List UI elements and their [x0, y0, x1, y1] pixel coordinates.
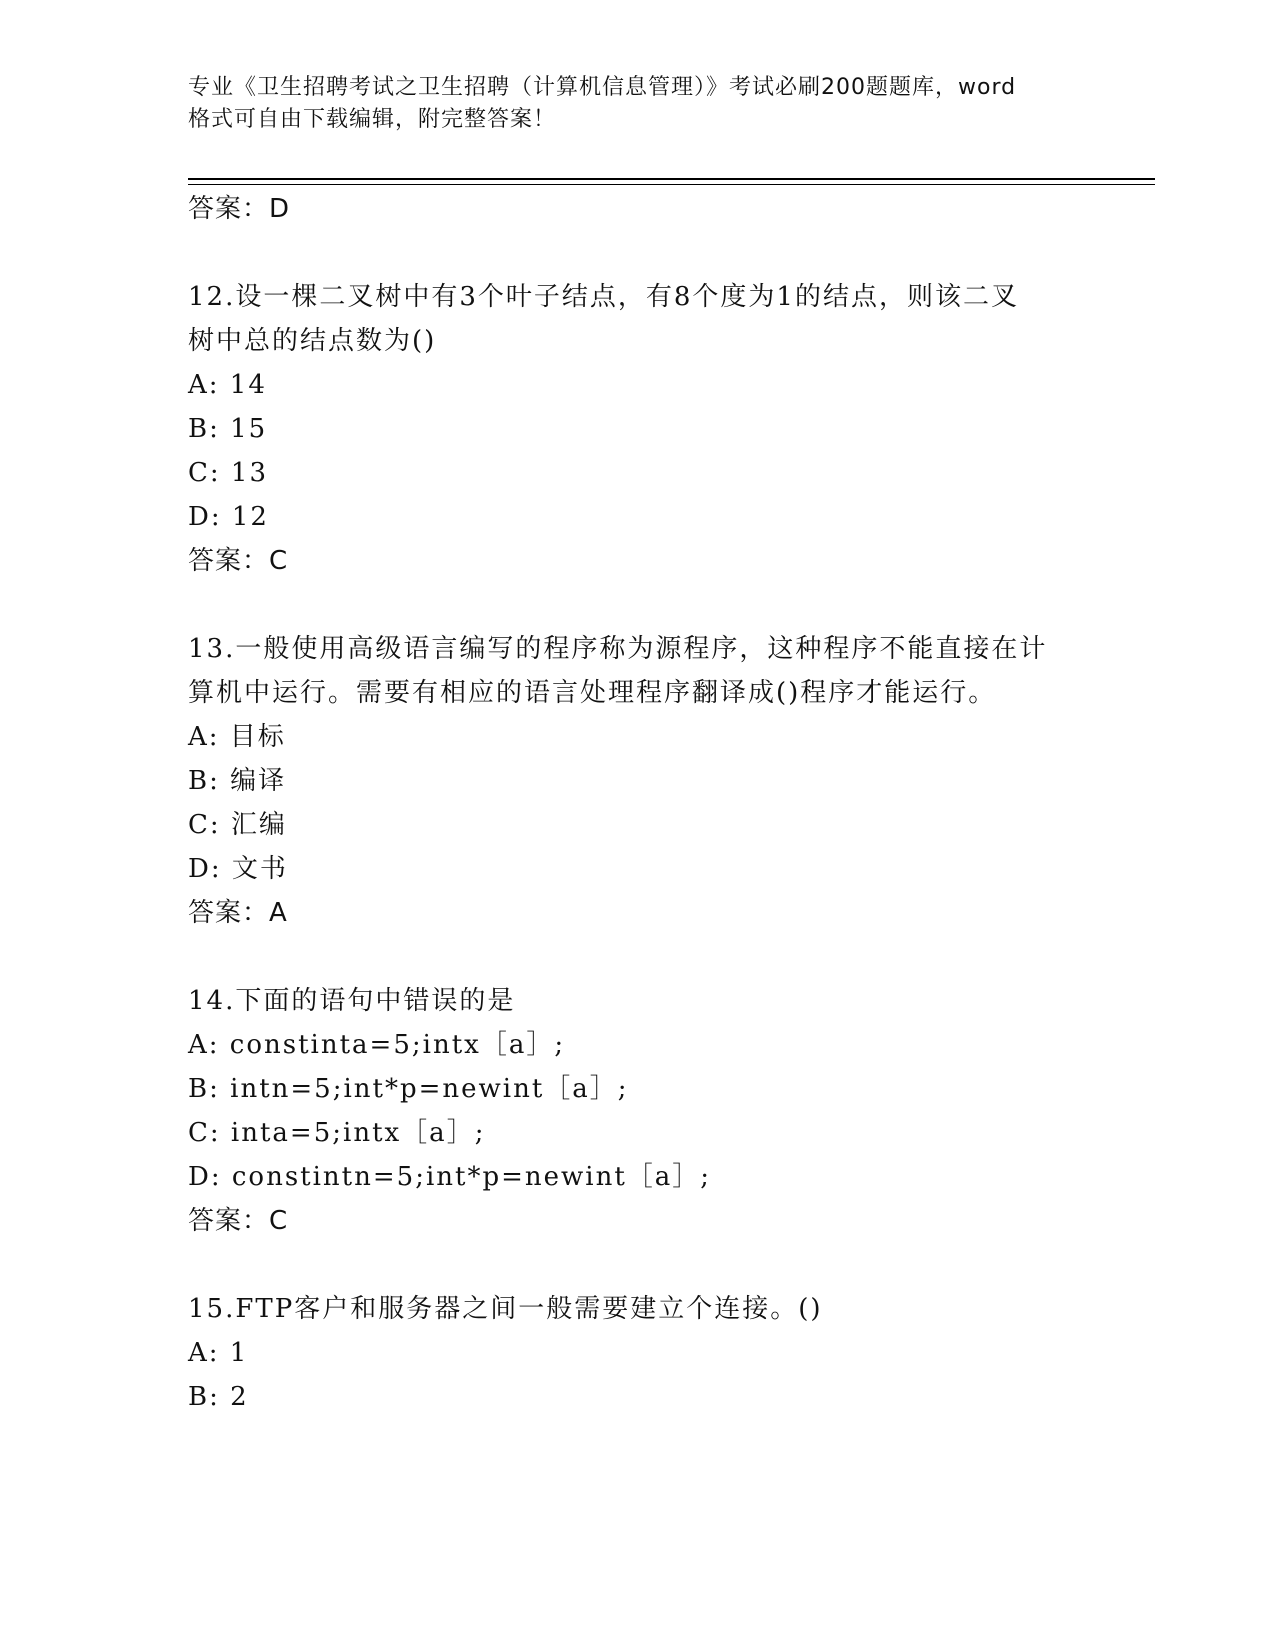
header-rule-thick	[188, 178, 1155, 180]
q14-option-d: D: constintn=5;int*p=newint［a］;	[188, 1162, 712, 1192]
document-header	[188, 72, 1088, 136]
q13-answer: 答案：A	[188, 898, 288, 928]
header-line-1: 专业《卫生招聘考试之卫生招聘（计算机信息管理）》考试必刷200题题库，word	[188, 75, 1017, 100]
q13-option-d: D: 文书	[188, 854, 288, 884]
q14-text-line-1: 14.下面的语句中错误的是	[188, 986, 516, 1016]
q12-answer: 答案：C	[188, 546, 289, 576]
q14-option-b: B: intn=5;int*p=newint［a］;	[188, 1074, 629, 1104]
q12-option-d: D: 12	[188, 502, 269, 532]
q12-option-c: C: 13	[188, 458, 269, 488]
q14-answer: 答案：C	[188, 1206, 289, 1236]
header-line-2: 格式可自由下载编辑，附完整答案！	[188, 107, 557, 132]
previous-answer: 答案：D	[188, 194, 291, 224]
header-rule-thin	[188, 184, 1155, 185]
q14-option-c: C: inta=5;intx［a］;	[188, 1118, 486, 1148]
q13-option-a: A: 目标	[188, 722, 286, 752]
q15-option-a: A: 1	[188, 1338, 249, 1368]
q12-option-b: B: 15	[188, 414, 268, 444]
q15-text-line-1: 15.FTP客户和服务器之间一般需要建立个连接。()	[188, 1294, 823, 1324]
q13-option-b: B: 编译	[188, 766, 287, 796]
q15-option-b: B: 2	[188, 1382, 249, 1412]
q12-text-line-2: 树中总的结点数为()	[188, 326, 437, 356]
q13-option-c: C: 汇编	[188, 810, 287, 840]
q14-option-a: A: constinta=5;intx［a］;	[188, 1030, 566, 1060]
q13-text-line-1: 13.一般使用高级语言编写的程序称为源程序，这种程序不能直接在计	[188, 634, 1048, 664]
q12-text-line-1: 12.设一棵二叉树中有3个叶子结点，有8个度为1的结点，则该二叉	[188, 282, 1019, 312]
q12-option-a: A: 14	[188, 370, 267, 400]
q13-text-line-2: 算机中运行。需要有相应的语言处理程序翻译成()程序才能运行。	[188, 678, 997, 708]
